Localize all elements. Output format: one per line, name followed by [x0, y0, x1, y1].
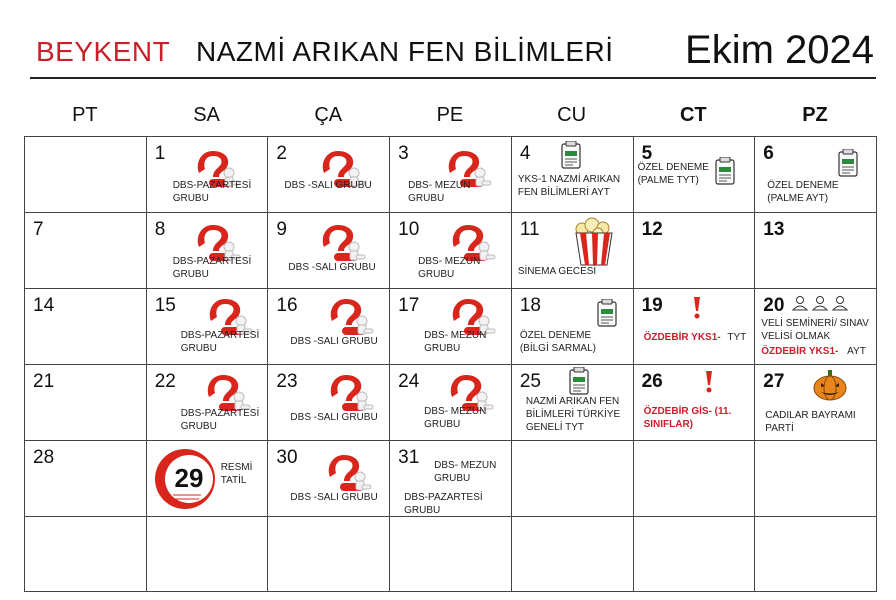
- event-note: DBS-PAZARTESİ GRUBU: [404, 492, 483, 516]
- event-note: DBS-PAZARTESİ GRUBU: [180, 408, 260, 432]
- day-number: 8: [154, 219, 166, 240]
- event-note: DBS-PAZARTESİ GRUBU: [180, 330, 260, 354]
- day-number: 23: [276, 371, 298, 392]
- day-cell-empty: [390, 517, 512, 592]
- day-number: 26: [641, 371, 663, 392]
- event-note: ÖZEL DENEME (PALME AYT): [767, 180, 839, 204]
- day-cell-13: [755, 213, 877, 289]
- event-note: DBS -SALI GRUBU: [288, 262, 376, 273]
- day-cell-16: [268, 289, 390, 365]
- popcorn-icon: [572, 217, 616, 267]
- day-number: 18: [519, 295, 541, 316]
- day-number: 20: [763, 295, 785, 316]
- weekday-wed: ÇA: [314, 104, 343, 126]
- day-cell-28: [25, 441, 147, 517]
- day-cell-23: [268, 365, 390, 441]
- day-number: 17: [398, 295, 420, 316]
- day-cell-22: [147, 365, 269, 441]
- calendar-grid: [24, 136, 877, 592]
- event-note: VELİ SEMİNERİ/ SINAV VELİSİ OLMAK: [761, 318, 869, 342]
- day-cell-17: [390, 289, 512, 365]
- day-cell-20: [755, 289, 877, 365]
- red-question-figure-icon: [316, 217, 368, 263]
- day-cell-30: [268, 441, 390, 517]
- day-cell-empty: [25, 517, 147, 592]
- weekday-fri: CU: [557, 104, 587, 126]
- event-note: DBS -SALI GRUBU: [290, 336, 378, 347]
- day-number: 5: [641, 143, 653, 164]
- header-divider: [30, 77, 876, 79]
- event-note: [644, 331, 754, 344]
- day-cell-12: [634, 213, 756, 289]
- event-note: ÖZEL DENEME (BİLGİ SARMAL): [519, 330, 596, 354]
- day-cell-15: [147, 289, 269, 365]
- exclamation-icon: [690, 297, 704, 319]
- day-cell-empty: [147, 517, 269, 592]
- day-number: 2: [276, 143, 287, 164]
- day-cell-3: [390, 137, 512, 213]
- day-number: 6: [763, 143, 774, 164]
- event-note: DBS- MEZUN GRUBU: [424, 330, 487, 354]
- weekday-sun: PZ: [802, 104, 828, 126]
- day-number: 24: [398, 371, 420, 392]
- day-number: 27: [763, 371, 785, 392]
- day-cell-empty: [755, 441, 877, 517]
- event-note: CADILAR BAYRAMI PARTİ: [765, 410, 856, 434]
- event-note: YKS-1 NAZMİ ARIKAN FEN BİLİMLERİ AYT: [517, 174, 621, 198]
- day-cell-8: [147, 213, 269, 289]
- event-note: DBS-PAZARTESİ GRUBU: [172, 180, 252, 204]
- red-question-figure-icon: [322, 447, 374, 493]
- people-group-icon: [791, 295, 849, 311]
- day-number: 31: [398, 447, 420, 468]
- day-cell-21: [25, 365, 147, 441]
- day-number: 30: [276, 447, 298, 468]
- day-cell-empty: [25, 137, 147, 213]
- day-cell-empty: [755, 517, 877, 592]
- event-note-suffix: AYT: [847, 346, 866, 357]
- day-number: 28: [33, 447, 55, 468]
- weekday-thu: PE: [436, 104, 464, 126]
- weekday-header: [24, 104, 876, 136]
- day-cell-24: [390, 365, 512, 441]
- event-note-red: ÖZDEBİR YKS1-: [643, 332, 721, 343]
- day-cell-empty: [268, 517, 390, 592]
- day-cell-7: [25, 213, 147, 289]
- republic-day-badge-icon: [153, 447, 217, 511]
- event-note: DBS- MEZUN GRUBU: [434, 460, 497, 484]
- red-question-figure-icon: [324, 291, 376, 337]
- day-number: 12: [641, 219, 663, 240]
- day-number: 11: [519, 219, 540, 240]
- school-brand: BEYKENT: [36, 36, 171, 67]
- school-name: NAZMİ ARIKAN FEN BİLİMLERİ: [196, 36, 614, 67]
- day-number: 7: [33, 219, 44, 240]
- weekday-sat: CT: [679, 104, 707, 126]
- exam-paper-icon: [596, 299, 618, 327]
- event-note: DBS -SALI GRUBU: [290, 492, 378, 503]
- event-note: RESMİ TATİL: [220, 462, 253, 486]
- day-number: 10: [398, 219, 420, 240]
- event-note-red: ÖZDEBİR YKS1-: [761, 346, 839, 357]
- event-note: ÖZEL DENEME (PALME TYT): [637, 162, 709, 186]
- event-note: DBS-PAZARTESİ GRUBU: [172, 256, 252, 280]
- day-number: 9: [276, 219, 287, 240]
- weekday-mon: PT: [72, 104, 98, 126]
- day-cell-31: [390, 441, 512, 517]
- day-cell-18: [512, 289, 634, 365]
- day-cell-empty: [634, 441, 756, 517]
- weekday-tue: SA: [193, 104, 220, 126]
- exam-paper-icon: [560, 141, 582, 169]
- day-number: 19: [641, 295, 663, 316]
- exam-paper-icon: [568, 367, 590, 395]
- day-cell-6: [755, 137, 877, 213]
- calendar-header: [24, 18, 874, 78]
- day-cell-2: [268, 137, 390, 213]
- event-note-red: ÖZDEBİR GİS- (11. SINIFLAR): [643, 406, 732, 430]
- holiday-day-number: 29: [174, 463, 204, 493]
- event-note: SİNEMA GECESİ: [517, 266, 597, 277]
- event-note: DBS -SALI GRUBU: [290, 412, 378, 423]
- day-cell-14: [25, 289, 147, 365]
- day-cell-9: [268, 213, 390, 289]
- day-cell-26: [634, 365, 756, 441]
- exam-paper-icon: [837, 149, 859, 177]
- day-number: 15: [154, 295, 176, 316]
- month-title: Ekim 2024: [685, 28, 874, 72]
- day-cell-empty: [634, 517, 756, 592]
- day-number: 13: [763, 219, 785, 240]
- day-number: 25: [519, 371, 541, 392]
- day-cell-19: [634, 289, 756, 365]
- day-number: 14: [33, 295, 55, 316]
- day-cell-29: [147, 441, 269, 517]
- event-note: DBS -SALI GRUBU: [284, 180, 372, 191]
- event-note: DBS- MEZUN GRUBU: [418, 256, 481, 280]
- pumpkin-icon: [813, 369, 847, 401]
- day-cell-empty: [512, 517, 634, 592]
- day-cell-25: [512, 365, 634, 441]
- day-cell-27: [755, 365, 877, 441]
- day-cell-4: [512, 137, 634, 213]
- event-note: DBS- MEZUN GRUBU: [408, 180, 471, 204]
- exam-paper-icon: [714, 157, 736, 185]
- day-cell-empty: [512, 441, 634, 517]
- exclamation-icon: [702, 371, 716, 393]
- day-number: 16: [276, 295, 298, 316]
- day-number: 3: [398, 143, 409, 164]
- day-cell-1: [147, 137, 269, 213]
- day-cell-11: [512, 213, 634, 289]
- event-note-suffix: TYT: [727, 332, 747, 343]
- day-cell-10: [390, 213, 512, 289]
- day-number: 1: [154, 143, 166, 164]
- day-number: 22: [154, 371, 176, 392]
- red-question-figure-icon: [324, 367, 376, 413]
- event-note: DBS- MEZUN GRUBU: [424, 406, 487, 430]
- day-cell-5: [634, 137, 756, 213]
- day-number: 21: [33, 371, 55, 392]
- event-note: [761, 345, 873, 358]
- day-number: 4: [519, 143, 531, 164]
- event-note: NAZMİ ARIKAN FEN BİLİMLERİ TÜRKİYE GENELİ TYT: [525, 396, 621, 433]
